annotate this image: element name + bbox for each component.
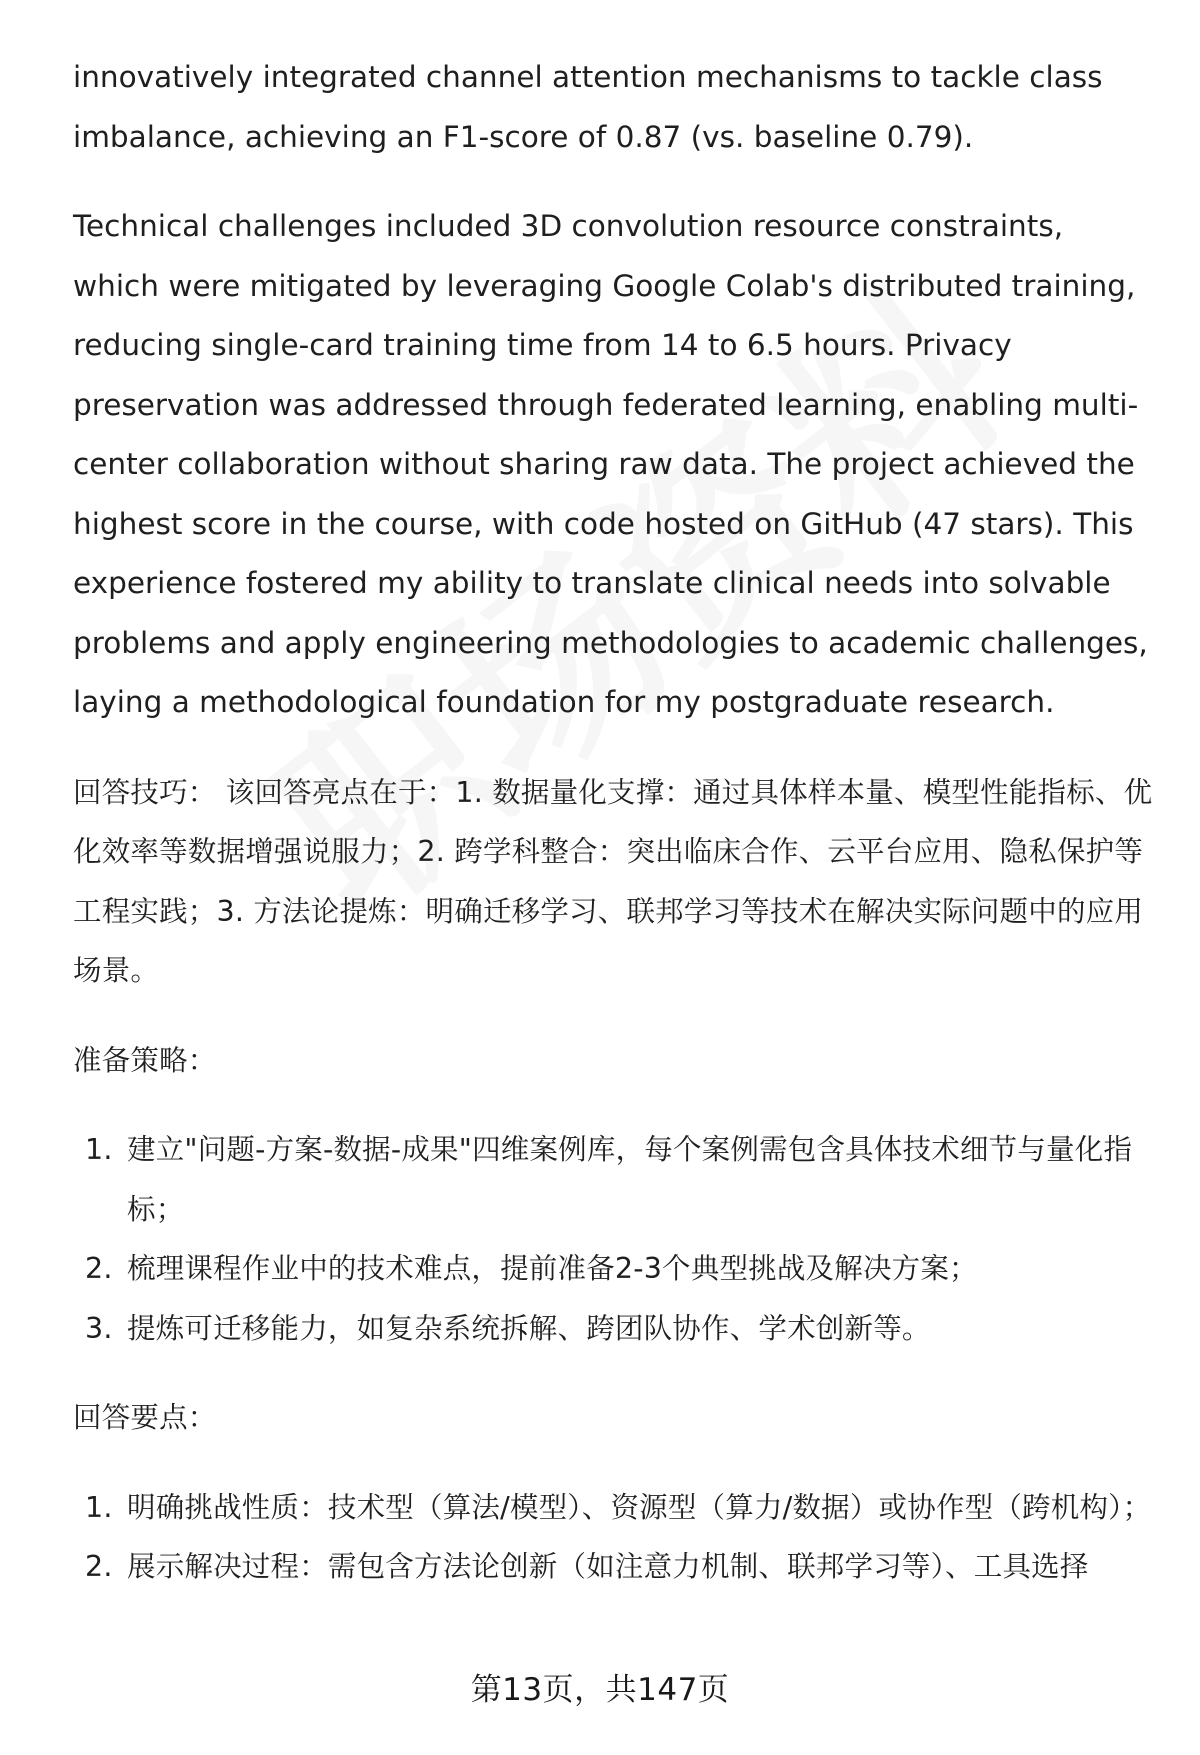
answer-points-heading: 回答要点：: [73, 1401, 217, 1434]
answer-points-list: [73, 1478, 1158, 1597]
prep-strategy-list: [73, 1120, 1158, 1358]
paragraph-technical-challenges: Technical challenges included 3D convolution resource constraints, which were mitigated by leveraging Google Colab's distributed training, reducing single-card training time from 14 to 6.5 hours. Privacy preservation was addressed through federated learning, enabling multi-center collaboration without sharing raw data. The project achieved the highest score in the course, with code hosted on GitHub (47 stars). This experience fostered my ability to translate clinical needs into solvable problems and apply engineering methodologies to academic challenges, laying a methodological foundation for my postgraduate research.: [73, 209, 1148, 719]
list-number: 2.: [85, 1550, 113, 1583]
list-item-text: 建立"问题-方案-数据-成果"四维案例库，每个案例需包含具体技术细节与量化指标；: [127, 1133, 1133, 1226]
list-number: 3.: [85, 1311, 113, 1345]
list-item: [73, 1299, 1158, 1359]
answer-tips-paragraph: 回答技巧： 该回答亮点在于：1. 数据量化支撑：通过具体样本量、模型性能指标、优化效率等数据增强说服力；2. 跨学科整合：突出临床合作、云平台应用、隐私保护等工程实践；3. 方法论提炼：明确迁移学习、联邦学习等技术在解决实际问题中的应用场景。: [73, 775, 1153, 987]
list-item: [73, 1478, 1158, 1538]
list-item-text: 梳理课程作业中的技术难点，提前准备2-3个典型挑战及解决方案；: [127, 1252, 978, 1285]
list-number: 2.: [85, 1252, 113, 1285]
list-item-text: 提炼可迁移能力，如复杂系统拆解、跨团队协作、学术创新等。: [127, 1311, 931, 1345]
list-number: 1.: [85, 1133, 113, 1166]
page-footer: 第13页，共147页: [470, 1672, 730, 1708]
list-item: [73, 1120, 1158, 1239]
document-page: [73, 48, 1158, 1627]
list-item: [73, 1239, 1158, 1299]
prep-strategy-heading: 准备策略：: [73, 1043, 217, 1077]
list-number: 1.: [85, 1490, 113, 1524]
list-item-text: 明确挑战性质：技术型（算法/模型）、资源型（算力/数据）或协作型（跨机构）；: [127, 1490, 1152, 1524]
list-item-text: 展示解决过程：需包含方法论创新（如注意力机制、联邦学习等）、工具选择: [127, 1550, 1089, 1583]
paragraph-continuation: innovatively integrated channel attention mechanisms to tackle class imbalance, achieving an F1-score of 0.87 (vs. baseline 0.79).: [73, 60, 1103, 154]
list-item: [73, 1537, 1158, 1597]
